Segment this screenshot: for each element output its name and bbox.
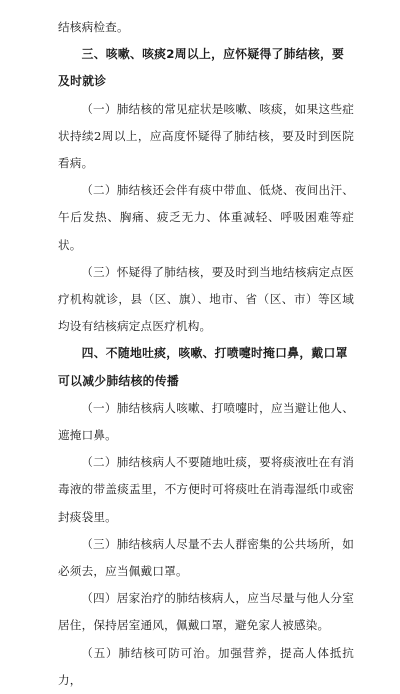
section-heading-3: 三、咳嗽、咳痰2周以上，应怀疑得了肺结核，要及时就诊	[58, 47, 345, 89]
paragraph-continuation: 结核病检查。	[58, 20, 129, 34]
paragraph-4-4: （四）居家治疗的肺结核病人，应当尽量与他人分室居住，保持居室通风，佩戴口罩，避免家人被感染。	[58, 591, 354, 633]
paragraph-4-2: （二）肺结核病人不要随地吐痰，要将痰液吐在有消毒液的带盖痰盂里，不方便时可将痰吐在消毒湿纸巾或密封痰袋里。	[58, 455, 354, 524]
paragraph-3-1: （一）肺结核的常见症状是咳嗽、咳痰，如果这些症状持续2周以上，应高度怀疑得了肺结核，要及时到医院看病。	[58, 101, 354, 171]
paragraph-4-3: （三）肺结核病人尽量不去人群密集的公共场所，如必须去，应当佩戴口罩。	[58, 536, 354, 579]
paragraph-3-3: （三）怀疑得了肺结核，要及时到当地结核病定点医疗机构就诊，县（区、旗）、地市、省（区、市）等区域均设有结核病定点医疗机构。	[58, 264, 354, 334]
paragraph-4-1: （一）肺结核病人咳嗽、打喷嚏时，应当避让他人、遮掩口鼻。	[58, 400, 354, 443]
section-heading-4: 四、不随地吐痰，咳嗽、打喷嚏时掩口鼻，戴口罩可以减少肺结核的传播	[58, 346, 348, 388]
paragraph-3-2: （二）肺结核还会伴有痰中带血、低烧、夜间出汗、午后发热、胸痛、疲乏无力、体重减轻、呼吸困难等症状。	[58, 183, 354, 252]
paragraph-4-5: （五）肺结核可防可治。加强营养，提高人体抵抗力，	[58, 645, 354, 687]
